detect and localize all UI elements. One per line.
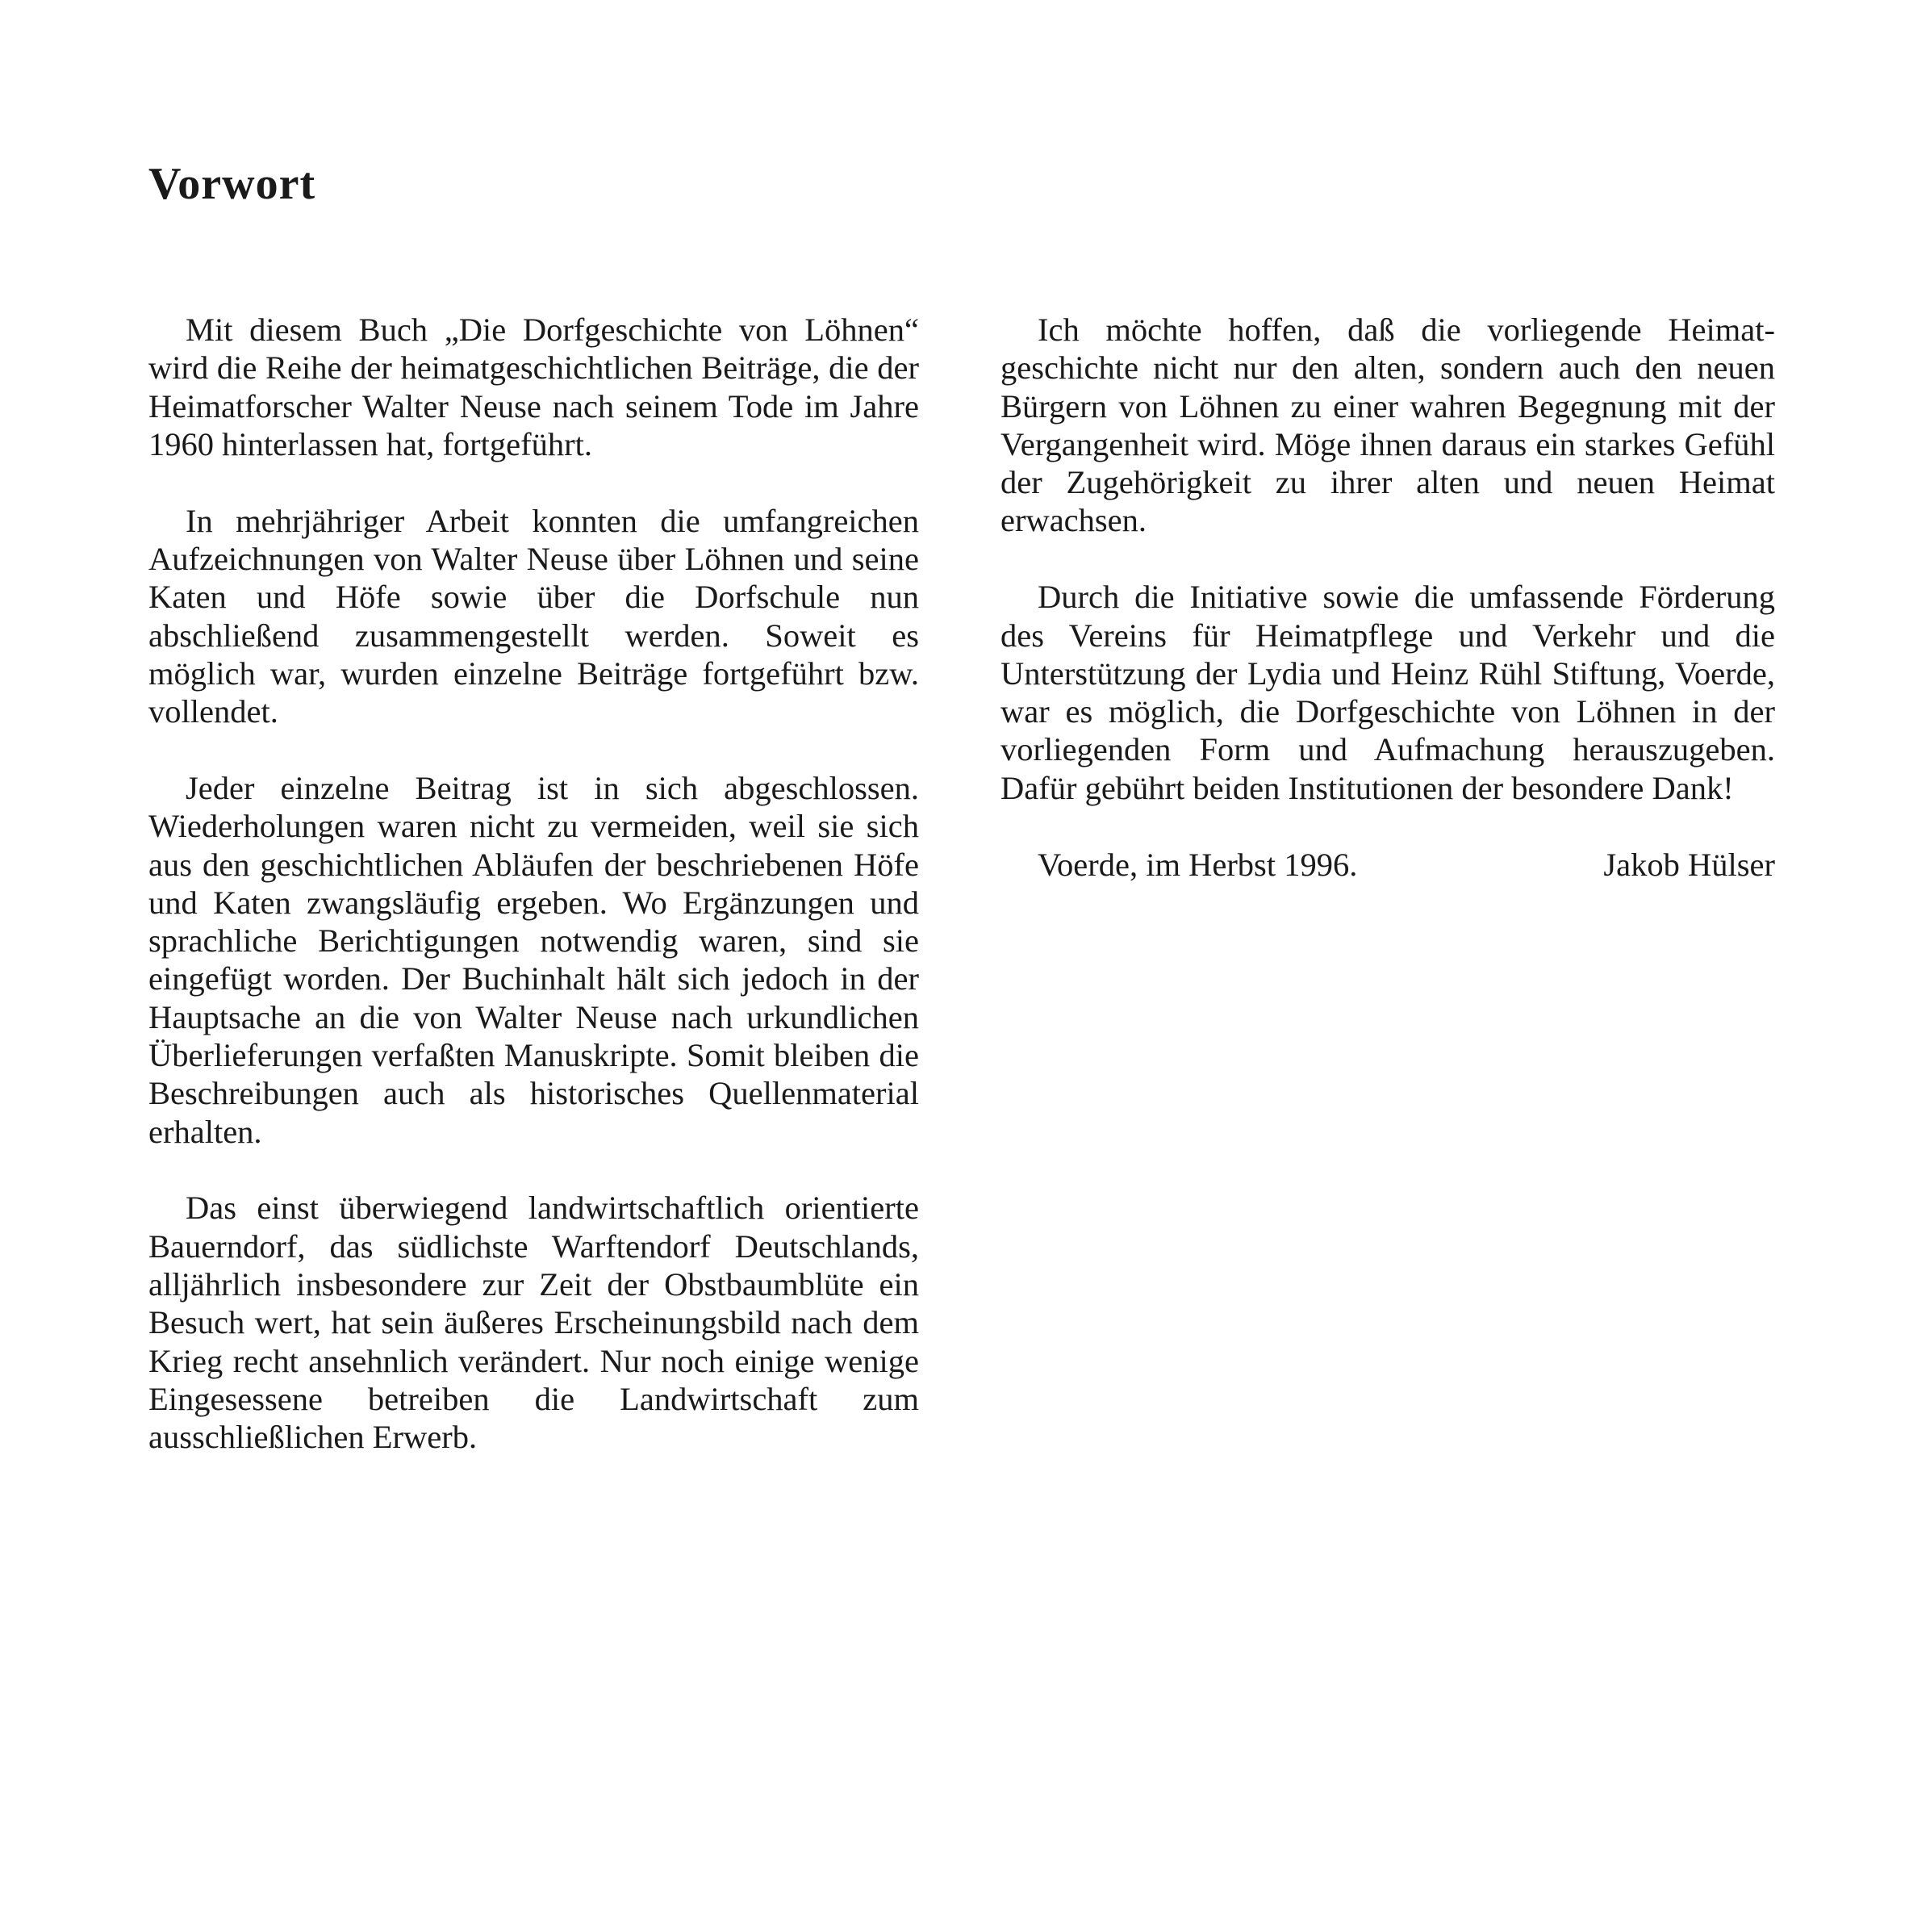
paragraph: Jeder einzelne Beitrag ist in sich abgeschlossen. Wiederholungen waren nicht zu vermeiden, weil sie sich aus den geschichtlichen Abläufen der beschriebenen Höfe und Katen zwangsläufig ergeben. Wo Ergänzungen und sprachliche Berichtigungen notwendig waren, sind sie eingefügt worden. Der Buchinhalt hält sich jedoch in der Hauptsache an die von Walter Neuse nach urkundlichen Überlieferungen verfaßten Manuskripte. Somit bleiben die Beschreibungen auch als historisches Quellenmaterial erhalten. [148,769,919,1150]
paragraph: Ich möchte hoffen, daß die vorliegende Heimatgeschichte nicht nur den alten, sondern auch den neuen Bürgern von Löhnen zu einer wahren Begegnung mit der Vergangenheit wird. Möge ihnen daraus ein starkes Gefühl der Zugehörigkeit zu ihrer alten und neuen Heimat erwachsen. [1000,312,1775,539]
page-title: Vorwort [148,159,316,209]
left-column [148,311,919,1495]
place-date: Voerde, im Herbst 1996. [1038,846,1358,883]
right-column [1000,311,1775,884]
author-name: Jakob Hülser [1603,846,1775,883]
paragraph: Mit diesem Buch „Die Dorfgeschichte von Löhnen“ wird die Reihe der heimatgeschichtlichen Beiträge, die der Heimatforscher Walter Neuse nach seinem Tode im Jahre 1960 hinterlassen hat, fortgeführt. [148,312,919,462]
paragraph: Durch die Initiative sowie die umfassende Förderung des Vereins für Heimatpflege und Verkehr und die Unterstützung der Lydia und Heinz Rühl Stiftung, Voerde, war es möglich, die Dorfgeschichte von Löhnen in der vorliegenden Form und Aufmachung herauszugeben. Dafür gebührt beiden Institutionen der besondere Dank! [1000,579,1775,806]
signature-line [1000,846,1775,884]
paragraph: Das einst überwiegend landwirtschaftlich orientierte Bauerndorf, das südlichste Warftendorf Deutschlands, alljährlich insbesondere zur Zeit der Obstbaumblüte ein Besuch wert, hat sein äußeres Erscheinungsbild nach dem Krieg recht ansehnlich verändert. Nur noch einige wenige Eingesessene betreiben die Landwirtschaft zum ausschließlichen Erwerb. [148,1190,919,1456]
paragraph: In mehrjähriger Arbeit konnten die umfangreichen Aufzeichnungen von Walter Neuse über Löhnen und seine Katen und Höfe sowie über die Dorfschule nun abschließend zusammengestellt werden. Soweit es möglich war, wurden einzelne Beiträge fortgeführt bzw. vollendet. [148,502,919,730]
